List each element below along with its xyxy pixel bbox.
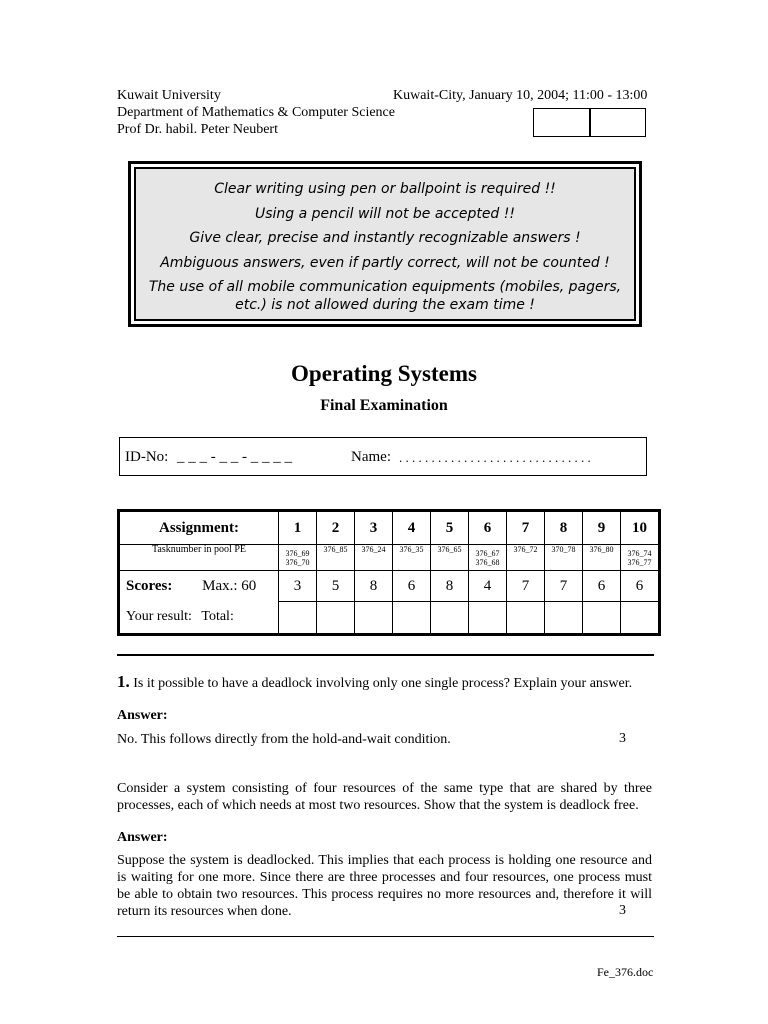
total-label: Total:	[201, 609, 234, 625]
result-label: Your result:	[126, 609, 192, 625]
result-cell[interactable]	[355, 602, 393, 635]
page-title: Operating Systems	[291, 361, 477, 386]
assignment-row	[119, 511, 660, 545]
rule-line-5: The use of all mobile communication equipments (mobiles, pagers,	[148, 279, 622, 295]
name-field[interactable]: . . . . . . . . . . . . . . . . . . . . . . . . . . . . . .	[399, 450, 591, 465]
rule-line-4: Ambiguous answers, even if partly correct, will not be counted !	[160, 255, 610, 271]
exam-date-time: Kuwait-City, January 10, 2004; 11:00 - 13:00	[393, 88, 648, 103]
task-id: 376_69	[285, 548, 310, 558]
assignment-number: 10	[621, 511, 660, 545]
task-id: 376_70	[285, 557, 310, 567]
task-id: 376_72	[513, 545, 538, 554]
result-cell[interactable]	[393, 602, 431, 635]
question-1	[117, 673, 657, 692]
header-box-left	[533, 108, 591, 137]
rule-line-1: Clear writing using pen or ballpoint is required !!	[214, 181, 556, 197]
rule-line-6: etc.) is not allowed during the exam time !	[235, 297, 535, 313]
max-score-row	[119, 571, 660, 602]
max-score: 7	[507, 571, 545, 602]
max-score: 6	[621, 571, 660, 602]
footer-divider	[117, 936, 654, 937]
max-score: 8	[431, 571, 469, 602]
id-label: ID-No:	[125, 449, 169, 465]
question-2-text: Consider a system consisting of four resources of the same type that are shared by three processes, each of which needs at most two resources. Show that the system is deadlock free.	[117, 781, 652, 813]
assignment-number: 8	[545, 511, 583, 545]
max-score: 5	[317, 571, 355, 602]
university-name: Kuwait University	[117, 88, 221, 103]
id-name-box	[119, 437, 647, 476]
question-1-text: Is it possible to have a deadlock involving only one single process? Explain your answer.	[133, 676, 633, 691]
name-label: Name:	[351, 449, 391, 465]
task-id: 376_65	[437, 545, 462, 554]
id-field[interactable]: _ _ _ - _ _ - _ _ _ _	[177, 449, 292, 465]
assignment-label: Assignment:	[119, 511, 279, 545]
task-id: 376_68	[475, 557, 500, 567]
result-row	[119, 602, 660, 635]
footer-filename: Fe_376.doc	[597, 965, 654, 979]
answer-2-label: Answer:	[117, 830, 168, 845]
assignment-number: 5	[431, 511, 469, 545]
result-cell[interactable]	[279, 602, 317, 635]
department-name: Department of Mathematics & Computer Science	[117, 105, 395, 120]
assignment-number: 4	[393, 511, 431, 545]
result-cell[interactable]	[621, 602, 660, 635]
scores-label: Scores:	[126, 577, 173, 594]
task-id: 376_80	[589, 545, 614, 554]
page-subtitle: Final Examination	[320, 397, 448, 414]
question-1-number: 1.	[117, 672, 130, 691]
assignment-number: 7	[507, 511, 545, 545]
task-id: 376_67	[475, 548, 500, 558]
result-cell[interactable]	[545, 602, 583, 635]
max-score: 6	[393, 571, 431, 602]
result-cell[interactable]	[507, 602, 545, 635]
result-cell[interactable]	[583, 602, 621, 635]
max-score: 6	[583, 571, 621, 602]
task-label: Tasknumber in pool PE	[119, 545, 279, 571]
max-score: 3	[279, 571, 317, 602]
answer-1-label: Answer:	[117, 708, 168, 723]
assignment-number: 2	[317, 511, 355, 545]
answer-2-text: Suppose the system is deadlocked. This implies that each process is holding one resource and is waiting for one more. Since there are three processes and four resources, one process must be able to obtain two resources. This process requires no more resources and, therefore it will return its resources when done.	[117, 853, 652, 919]
professor-name: Prof Dr. habil. Peter Neubert	[117, 122, 278, 137]
task-id: 376_85	[323, 545, 348, 554]
score-table	[117, 509, 661, 636]
max-label: Max.: 60	[202, 577, 257, 594]
task-id: 376_74	[627, 548, 652, 558]
result-cell[interactable]	[469, 602, 507, 635]
answer-2-points: 3	[619, 903, 626, 918]
assignment-number: 6	[469, 511, 507, 545]
task-id: 376_77	[627, 557, 652, 567]
max-score: 8	[355, 571, 393, 602]
rule-line-3: Give clear, precise and instantly recognizable answers !	[189, 230, 581, 246]
max-score: 7	[545, 571, 583, 602]
task-id: 376_24	[361, 545, 386, 554]
assignment-number: 1	[279, 511, 317, 545]
result-cell[interactable]	[431, 602, 469, 635]
rule-line-2: Using a pencil will not be accepted !!	[254, 206, 515, 222]
assignment-number: 3	[355, 511, 393, 545]
section-divider	[117, 654, 654, 656]
exam-rules-box	[128, 161, 642, 327]
result-cell[interactable]	[317, 602, 355, 635]
assignment-number: 9	[583, 511, 621, 545]
answer-1-text: No. This follows directly from the hold-and-wait condition.	[117, 732, 451, 747]
answer-1-points: 3	[619, 731, 626, 746]
task-row	[119, 545, 660, 571]
header-box-right	[589, 108, 646, 137]
task-id: 370_78	[551, 545, 576, 554]
max-score: 4	[469, 571, 507, 602]
task-id: 376_35	[399, 545, 424, 554]
